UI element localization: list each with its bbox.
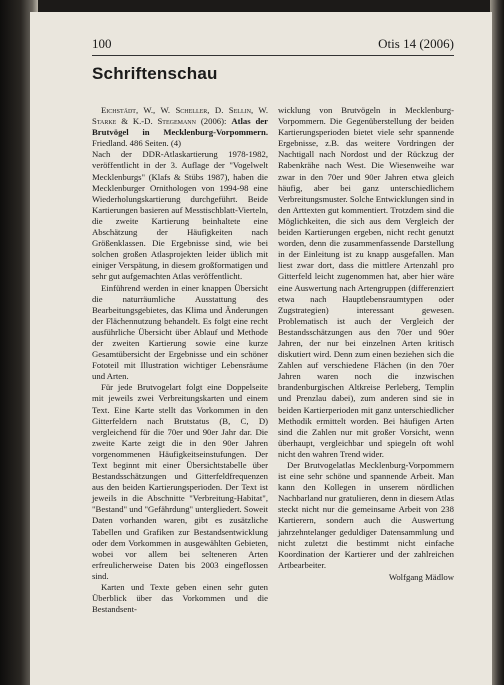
header-rule [92,55,454,56]
paragraph: Der Brutvogelatlas Mecklenburg-Vorpommern ist eine sehr schöne und spannende Arbeit. Man kann den Kollegen in unserem nördlichen Nachbarland nur gratulieren, denn in diesem Atlas steckt nicht nur die gemeinsame Arbeit von 238 Kartierern, sondern auch die Auswertung jahrzehntelanger geduldiger Datensammlung und nicht zuletzt die bestimmt nicht einfache Koordination der Kartierer und der zahlreichen Artbearbeiter. [278,460,454,570]
paragraph: Für jede Brutvogelart folgt eine Doppelseite mit jeweils zwei Verbreitungskarten und einem Text. Eine Karte stellt das Vorkommen in den Gitterfeldern nach Brutstatus (B, C, D) vergleichend für die 70er und 90er Jahr dar. Die zweite Karte zeigt die in den 90er Jahren vorgenommenen Häufigkeitseinstufungen. Der Text beginnt mit einer Übersichtstabelle über Bestandsschätzungen und Gitterfeldfrequenzen aus den beiden Kartierungsperioden. Der Text ist jeweils in die Abschnitte "Verbreitung-Habitat", "Bestand" und "Gefährdung" untergliedert. Soweit Daten vorhanden waren, gibt es zusätzliche Tabellen und Grafiken zur Bestandsentwicklung oder dem Vorkommen in ausgewählten Gebieten, wobei vor allem bei selteneren Arten erfreulicherweise Daten bis 2003 eingeflossen sind. [92,382,268,581]
reviewer-signature: Wolfgang Mädlow [388,571,454,582]
journal-citation: Otis 14 (2006) [378,36,454,51]
paragraph: wicklung von Brutvögeln in Mecklenburg-Vorpommern. Die Gegenüberstellung der beiden Kartierungsperioden bietet viele sehr spannende Ergebnisse, z.B. das weitere Vordringen der Nachtigall nach Nordost und der Rückzug der Rabenkrähe nach West. Die Wiesenweihe war zwar in den 70er und 90er Jahren etwa gleich häufig, aber bei ganz unterschiedlichem Verbreitungsmuster. Solche Entwicklungen sind in den Arttexten gut kommentiert. Trotzdem sind die Möglichkeiten, die sich aus dem Vergleich der beiden Kartierungen ergeben, nicht recht genutzt worden, denn die zusammenfassende Darstellung in der Einleitung ist zu knapp ausgefallen. Man liest zwar dort, dass die mittlere Artenzahl pro Gitterfeld leicht zugenommen hat, aber hier wäre eine Auswertung nach Artengruppen (differenziert etwa nach Hauptlebensraumtypen oder Zugstrategien) interessant gewesen. Problematisch ist auch der Vergleich der Bestandsschätzungen aus den 70er und 90er Jahren, der nur bei einzelnen Arten kritisch diskutiert wird. Denn zum einen beziehen sich die Zahlen auf verschiedene Flächen (in den 70er Jahren waren noch die inzwischen brandenburgischen Altkreise Perleberg, Templin und Prenzlau dabei), zum anderen sind sie in beiden Kartierperioden mit ganz unterschiedlicher Methodik ermittelt worden. Bei häufigen Arten sind die Zahlen nur mit großer Vorsicht, wenn überhaupt, vergleichbar und spiegeln oft wohl nicht den wahren Trend wider. [278,105,454,459]
right-column [278,105,454,583]
reference-details: Friedland. 486 Seiten. (4) [92,138,182,149]
journal-page [30,12,492,685]
running-head [92,36,454,52]
page-edge-shadow [490,0,504,685]
reference-title: Atlas der Brutvögel in Mecklenburg-Vorpommern. [92,116,269,138]
book-reference [92,105,268,149]
section-title: Schriftenschau [92,64,218,83]
page-number: 100 [92,36,112,51]
paragraph: Karten und Texte geben einen sehr guten Überblick über das Vorkommen und die Bestandsent- [92,582,268,615]
reference-authors: Eichstädt, W., W. Scheller, D. Sellin, W. Starke & K.-D. Stegemann [92,105,268,127]
paragraph: Einführend werden in einer knappen Übersicht die naturräumliche Ausstattung des Bearbeitungsgebietes, das Klima und Änderungen der Flächennutzung behandelt. Es folgt eine recht ausführliche Übersicht über Ablauf und Methode der zweiten Kartierung sowie eine kurze Gesamtübersicht der Ergebnisse und ein schöner Fototeil mit Illustration wichtiger Lebensräume und Arten. [92,282,268,382]
paragraph: Nach der DDR-Atlaskartierung 1978-1982, veröffentlicht in der 3. Auflage der "Vogelwelt Mecklenburgs" (Klafs & Stübs 1987), haben die Mecklenburger Ornithologen von 1994-98 eine Wiederholungskartierung durchgeführt. Beide Kartierungen basieren auf Messtischblatt-Vierteln, die zweite Kartierung beinhaltete eine Abschätzung der Häufigkeiten nach Größenklassen. Die Ergebnisse sind, wie bei solchen großen Atlasprojekten leider üblich mit einiger Verspätung, in diesem großformatigen und sehr gut aufgemachten Atlas veröffentlicht. [92,149,268,282]
reference-year: (2006): [200,116,227,127]
left-column [92,105,268,615]
